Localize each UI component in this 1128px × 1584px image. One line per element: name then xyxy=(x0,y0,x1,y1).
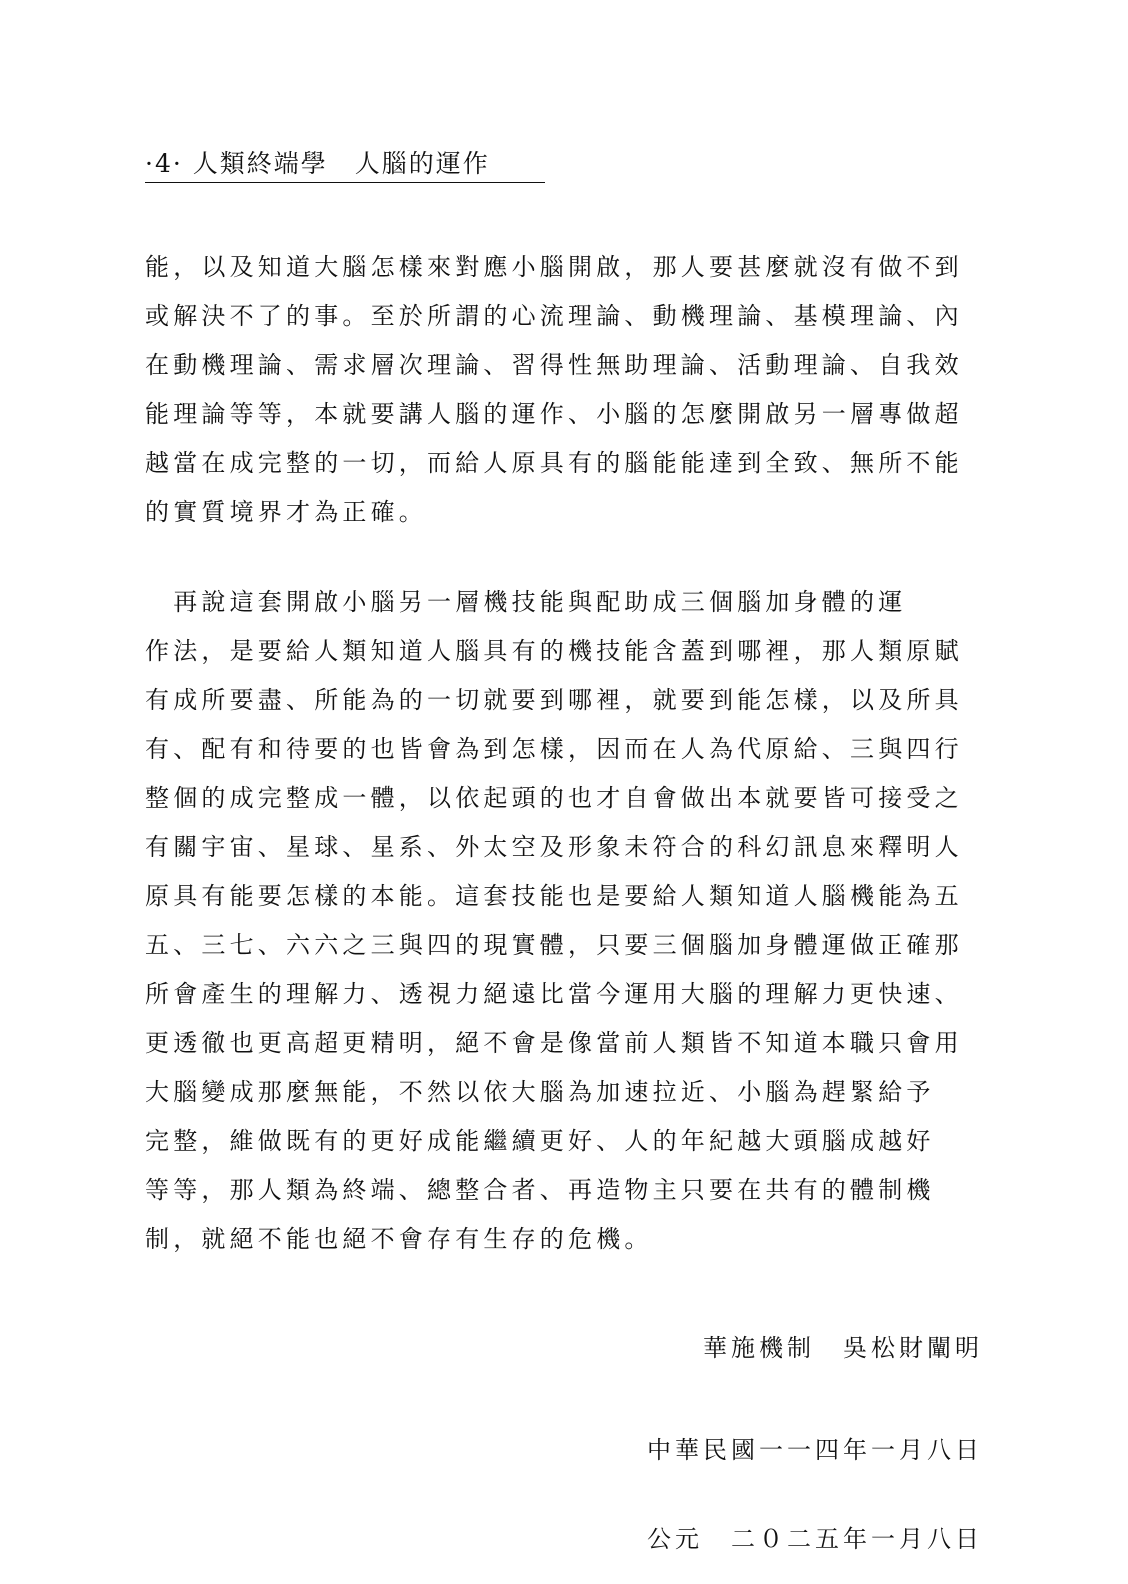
signature-author: 華施機制 吳松財闡明 xyxy=(703,1334,983,1362)
text-line: 五、三七、六六之三與四的現實體，只要三個腦加身體運做正確那 xyxy=(145,931,963,959)
text-line: 大腦變成那麼無能，不然以依大腦為加速拉近、小腦為趕緊給予 xyxy=(145,1078,935,1106)
text-line: 再說這套開啟小腦另一層機技能與配助成三個腦加身體的運 xyxy=(145,588,907,616)
text-line: 有、配有和待要的也皆會為到怎樣，因而在人為代原給、三與四行 xyxy=(145,735,963,763)
text-line: 所會產生的理解力、透視力絕遠比當今運用大腦的理解力更快速、 xyxy=(145,980,963,1008)
text-line: 原具有能要怎樣的本能。這套技能也是要給人類知道人腦機能為五 xyxy=(145,882,963,910)
text-line: 的實質境界才為正確。 xyxy=(145,498,427,526)
text-line: 更透徹也更高超更精明，絕不會是像當前人類皆不知道本職只會用 xyxy=(145,1029,963,1057)
text-line: 整個的成完整成一體，以依起頭的也才自會做出本就要皆可接受之 xyxy=(145,784,963,812)
date-ad: 公元 二０二五年一月八日 xyxy=(647,1525,983,1553)
text-line: 越當在成完整的一切，而給人原具有的腦能能達到全致、無所不能 xyxy=(145,449,963,477)
signature-dates xyxy=(647,1378,983,1584)
paragraph-1 xyxy=(145,243,987,537)
paragraph-2 xyxy=(145,578,987,1264)
text-line: 能，以及知道大腦怎樣來對應小腦開啟，那人要甚麼就沒有做不到 xyxy=(145,253,963,281)
date-roc: 中華民國一一四年一月八日 xyxy=(647,1436,983,1464)
text-line: 有成所要盡、所能為的一切就要到哪裡，就要到能怎樣，以及所具 xyxy=(145,686,963,714)
page-header: ·4· 人類終端學 人腦的運作 xyxy=(145,148,545,183)
text-line: 作法，是要給人類知道人腦具有的機技能含蓋到哪裡，那人類原賦 xyxy=(145,637,963,665)
text-line: 能理論等等，本就要講人腦的運作、小腦的怎麼開啟另一層專做超 xyxy=(145,400,963,428)
text-line: 制，就絕不能也絕不會存有生存的危機。 xyxy=(145,1225,653,1253)
text-line: 完整，維做既有的更好成能繼續更好、人的年紀越大頭腦成越好 xyxy=(145,1127,935,1155)
text-line: 在動機理論、需求層次理論、習得性無助理論、活動理論、自我效 xyxy=(145,351,963,379)
text-line: 有關宇宙、星球、星系、外太空及形象未符合的科幻訊息來釋明人 xyxy=(145,833,963,861)
text-line: 等等，那人類為終端、總整合者、再造物主只要在共有的體制機 xyxy=(145,1176,935,1204)
text-line: 或解決不了的事。至於所謂的心流理論、動機理論、基模理論、內 xyxy=(145,302,963,330)
